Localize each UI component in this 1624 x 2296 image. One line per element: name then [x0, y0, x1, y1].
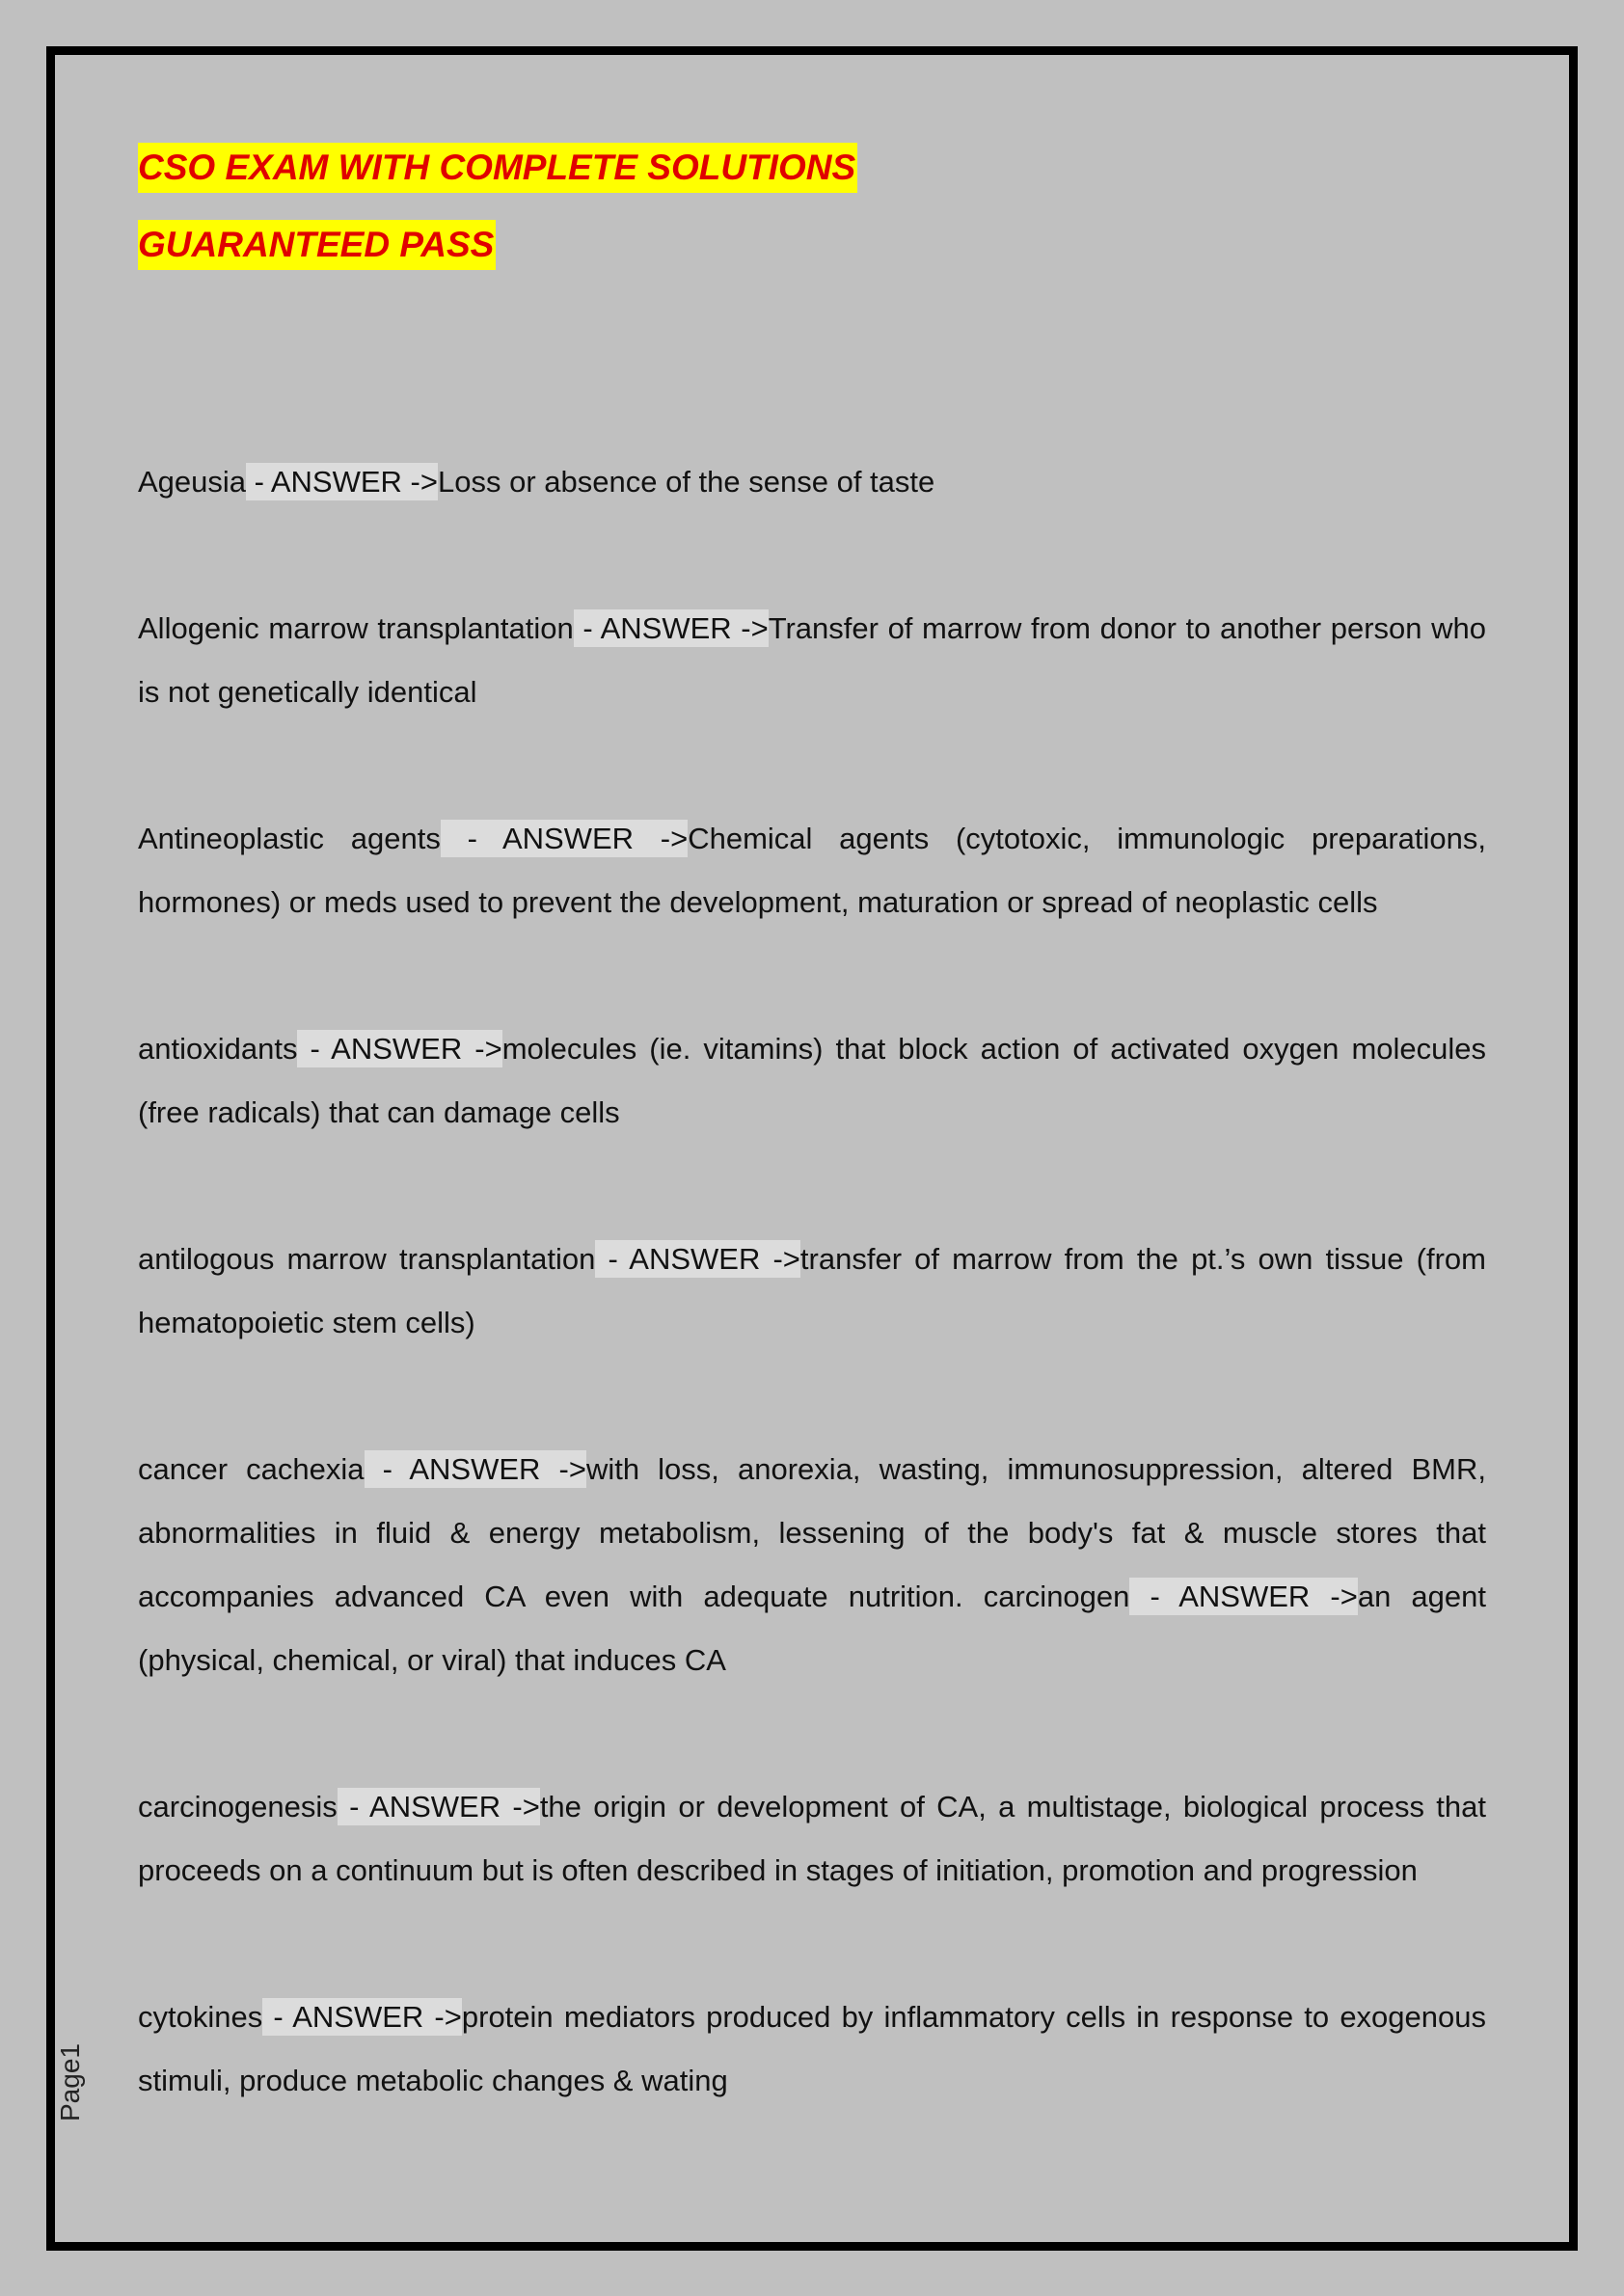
entry-term: Ageusia: [138, 465, 247, 499]
glossary-entry: [138, 1985, 1486, 2113]
page-number: Page1: [55, 2043, 85, 2121]
glossary-entry: [138, 450, 1486, 514]
glossary-entries: [138, 420, 1486, 2196]
glossary-entry: [138, 1775, 1486, 1903]
entry-term: cancer cachexia: [138, 1452, 365, 1486]
entry-term: cytokines: [138, 2000, 263, 2034]
answer-marker: - ANSWER ->: [262, 2000, 462, 2034]
entry-term: antioxidants: [138, 1032, 298, 1066]
title-line-2: GUARANTEED PASS: [138, 220, 496, 270]
entry-term: Antineoplastic agents: [138, 822, 441, 855]
entry-definition: protein mediators produced by inflammatory cells in response to exogenous stimuli, produce metabolic changes & wating: [138, 2000, 1486, 2097]
entry-definition: transfer of marrow from the pt.’s own tissue (from hematopoietic stem cells): [138, 1242, 1486, 1339]
answer-marker: - ANSWER ->: [595, 1242, 800, 1276]
entry-term: antilogous marrow transplantation: [138, 1242, 596, 1276]
document-title: [138, 143, 857, 270]
glossary-entry: [138, 1017, 1486, 1145]
answer-marker: - ANSWER ->: [573, 611, 769, 645]
entry-definition: Chemical agents (cytotoxic, immunologic preparations, hormones) or meds used to prevent the development, maturation or spread of neoplastic cells: [138, 822, 1486, 919]
entry-definition: the origin or development of CA, a multistage, biological process that proceeds on a continuum but is often described in stages of initiation, promotion and progression: [138, 1790, 1486, 1887]
answer-marker: - ANSWER ->: [440, 822, 689, 855]
glossary-entry: [138, 1438, 1486, 1692]
entry-definition-continued: an agent (physical, chemical, or viral) that induces CA: [138, 1580, 1486, 1677]
title-line-1: CSO EXAM WITH COMPLETE SOLUTIONS: [138, 143, 857, 193]
entry-term: carcinogenesis: [138, 1790, 338, 1823]
glossary-entry: [138, 1228, 1486, 1355]
glossary-entry: [138, 807, 1486, 934]
answer-marker: - ANSWER ->: [337, 1790, 540, 1823]
answer-marker: - ANSWER ->: [364, 1452, 586, 1486]
entry-definition: with loss, anorexia, wasting, immunosuppression, altered BMR, abnormalities in fluid & energy metabolism, lessening of the body's fat & muscle stores that accompanies advanced CA even with adequate nutrition. carcinogen: [138, 1452, 1486, 1613]
entry-definition: molecules (ie. vitamins) that block action of activated oxygen molecules (free radicals) that can damage cells: [138, 1032, 1486, 1129]
entry-definition: Loss or absence of the sense of taste: [437, 465, 935, 499]
entry-term: Allogenic marrow transplantation: [138, 611, 574, 645]
answer-marker: - ANSWER ->: [297, 1032, 502, 1066]
entry-definition: Transfer of marrow from donor to another person who is not genetically identical: [138, 611, 1486, 709]
glossary-entry: [138, 597, 1486, 724]
answer-marker: - ANSWER ->: [246, 465, 438, 499]
answer-marker: - ANSWER ->: [1129, 1580, 1358, 1613]
